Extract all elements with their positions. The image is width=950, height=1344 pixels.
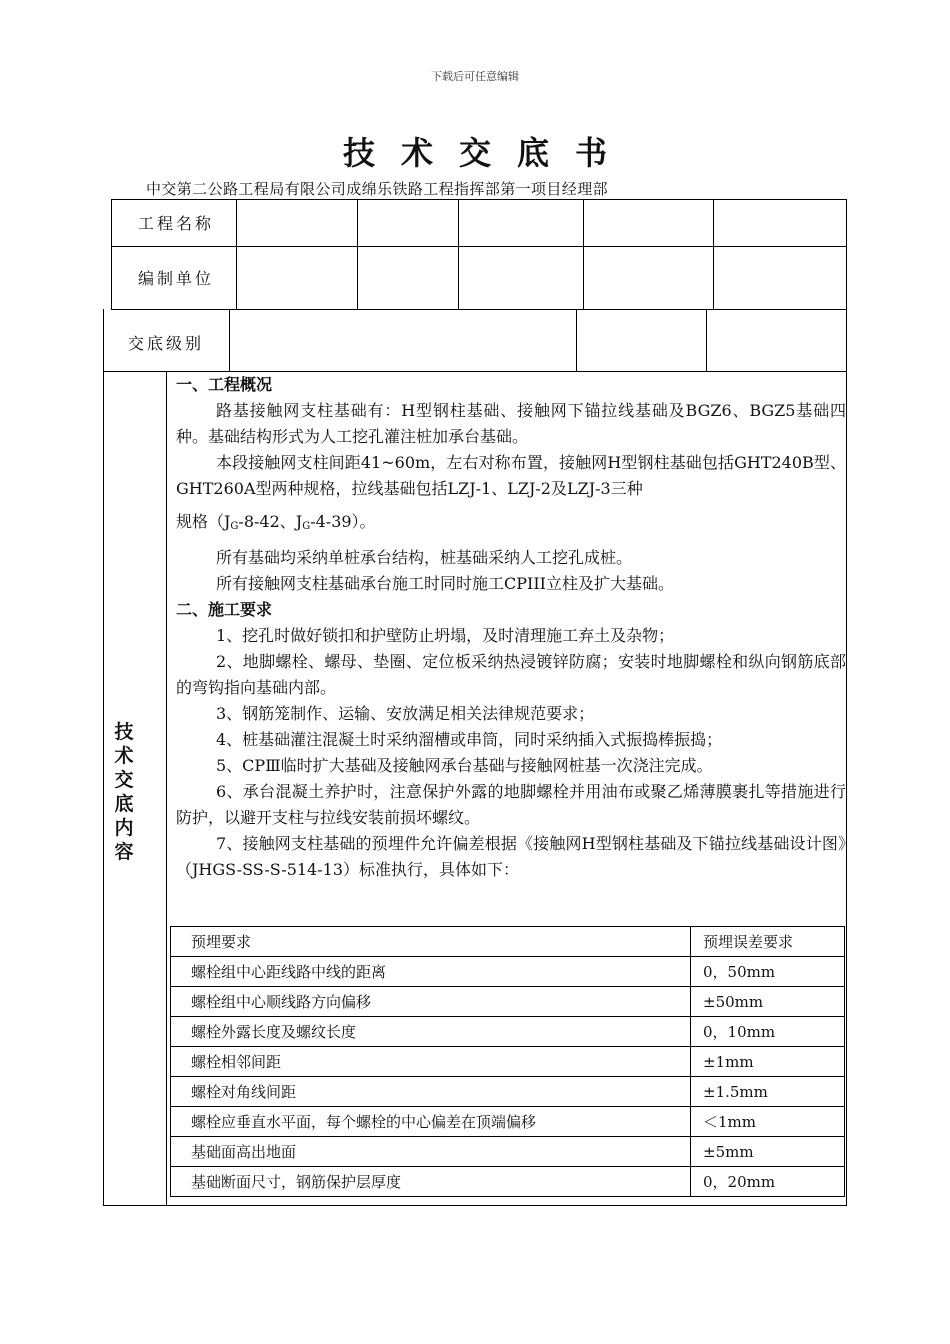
overview-paragraph: 本段接触网支柱间距41~60m，左右对称布置，接触网H型钢柱基础包括GHT240B型、GHT260A型两种规格，拉线基础包括LZJ-1、LZJ-2及LZJ-3三种 — [176, 453, 846, 498]
requirement-item: 3、钢筋笼制作、运输、安放满足相关法律规范要求； — [216, 704, 595, 723]
table-row: 螺栓组中心顺线路方向偏移 ±50mm — [171, 987, 845, 1017]
table-row: 螺栓组中心距线路中线的距离 0，50mm — [171, 957, 845, 987]
requirement-item: 2、地脚螺栓、螺母、垫圈、定位板采纳热浸镀锌防腐；安装时地脚螺栓和纵向钢筋底部的弯钩指向基础内部。 — [176, 652, 846, 697]
disclosure-level-label: 交底级别 — [128, 334, 205, 353]
overview-paragraph: 路基接触网支柱基础有：H型钢柱基础、接触网下锚拉线基础及BGZ6、BGZ5基础四种。基础结构形式为人工挖孔灌注桩加承台基础。 — [176, 401, 846, 446]
tolerance-table — [170, 926, 845, 1197]
table-row: 螺栓对角线间距 ±1.5mm — [171, 1077, 845, 1107]
requirement-item: 5、CPⅢ临时扩大基础及接触网承台基础与接触网桩基一次浇注完成。 — [216, 756, 713, 775]
table-row: 螺栓外露长度及螺纹长度 0，10mm — [171, 1017, 845, 1047]
content-label-vertical: 技 术 交 底 内 容 — [114, 721, 134, 863]
requirement-item: 4、桩基础灌注混凝土时采纳溜槽或串筒，同时采纳插入式振捣棒振捣； — [216, 730, 723, 749]
disclosure-content — [176, 372, 846, 883]
organization-name: 中交第二公路工程局有限公司成绵乐铁路工程指挥部第一项目经理部 — [146, 180, 609, 198]
table-header-row — [171, 927, 845, 957]
requirement-item: 6、承台混凝土养护时，注意保护外露的地脚螺栓并用油布或聚乙烯薄膜裹扎等措施进行防护，以避开支柱与拉线安装前损坏螺纹。 — [176, 782, 846, 827]
table-row: 基础断面尺寸，钢筋保护层厚度 0，20mm — [171, 1167, 845, 1197]
section-heading-overview: 一、工程概况 — [176, 375, 273, 394]
table-row: 螺栓相邻间距 ±1mm — [171, 1047, 845, 1077]
table-row: 基础面高出地面 ±5mm — [171, 1137, 845, 1167]
overview-paragraph: 所有基础均采纳单桩承台结构，桩基础采纳人工挖孔成桩。 — [216, 548, 633, 567]
document-title: 技术交底书 — [342, 134, 633, 172]
overview-paragraph: 所有接触网支柱基础承台施工时同时施工CPIII立柱及扩大基础。 — [216, 574, 674, 593]
requirement-item: 7、接触网支柱基础的预埋件允许偏差根据《接触网H型钢柱基础及下锚拉线基础设计图》（JHGS-SS-S-514-13）标准执行，具体如下： — [176, 834, 846, 879]
table-header-cell: 预埋误差要求 — [691, 927, 845, 957]
table-row: 螺栓应垂直水平面，每个螺栓的中心偏差在顶端偏移 ＜1mm — [171, 1107, 845, 1137]
table-header-cell: 预埋要求 — [171, 927, 691, 957]
compiling-unit-label: 编制单位 — [138, 269, 215, 288]
requirement-item: 1、挖孔时做好锁扣和护壁防止坍塌，及时清理施工弃土及杂物； — [216, 626, 675, 645]
section-heading-requirements: 二、施工要求 — [176, 600, 273, 619]
overview-paragraph-spec: 规格（$J_G-8-42$、$J_G-4-39$）。 — [176, 512, 376, 532]
project-name-label: 工程名称 — [138, 214, 215, 233]
header-note: 下载后可任意编辑 — [431, 70, 519, 83]
